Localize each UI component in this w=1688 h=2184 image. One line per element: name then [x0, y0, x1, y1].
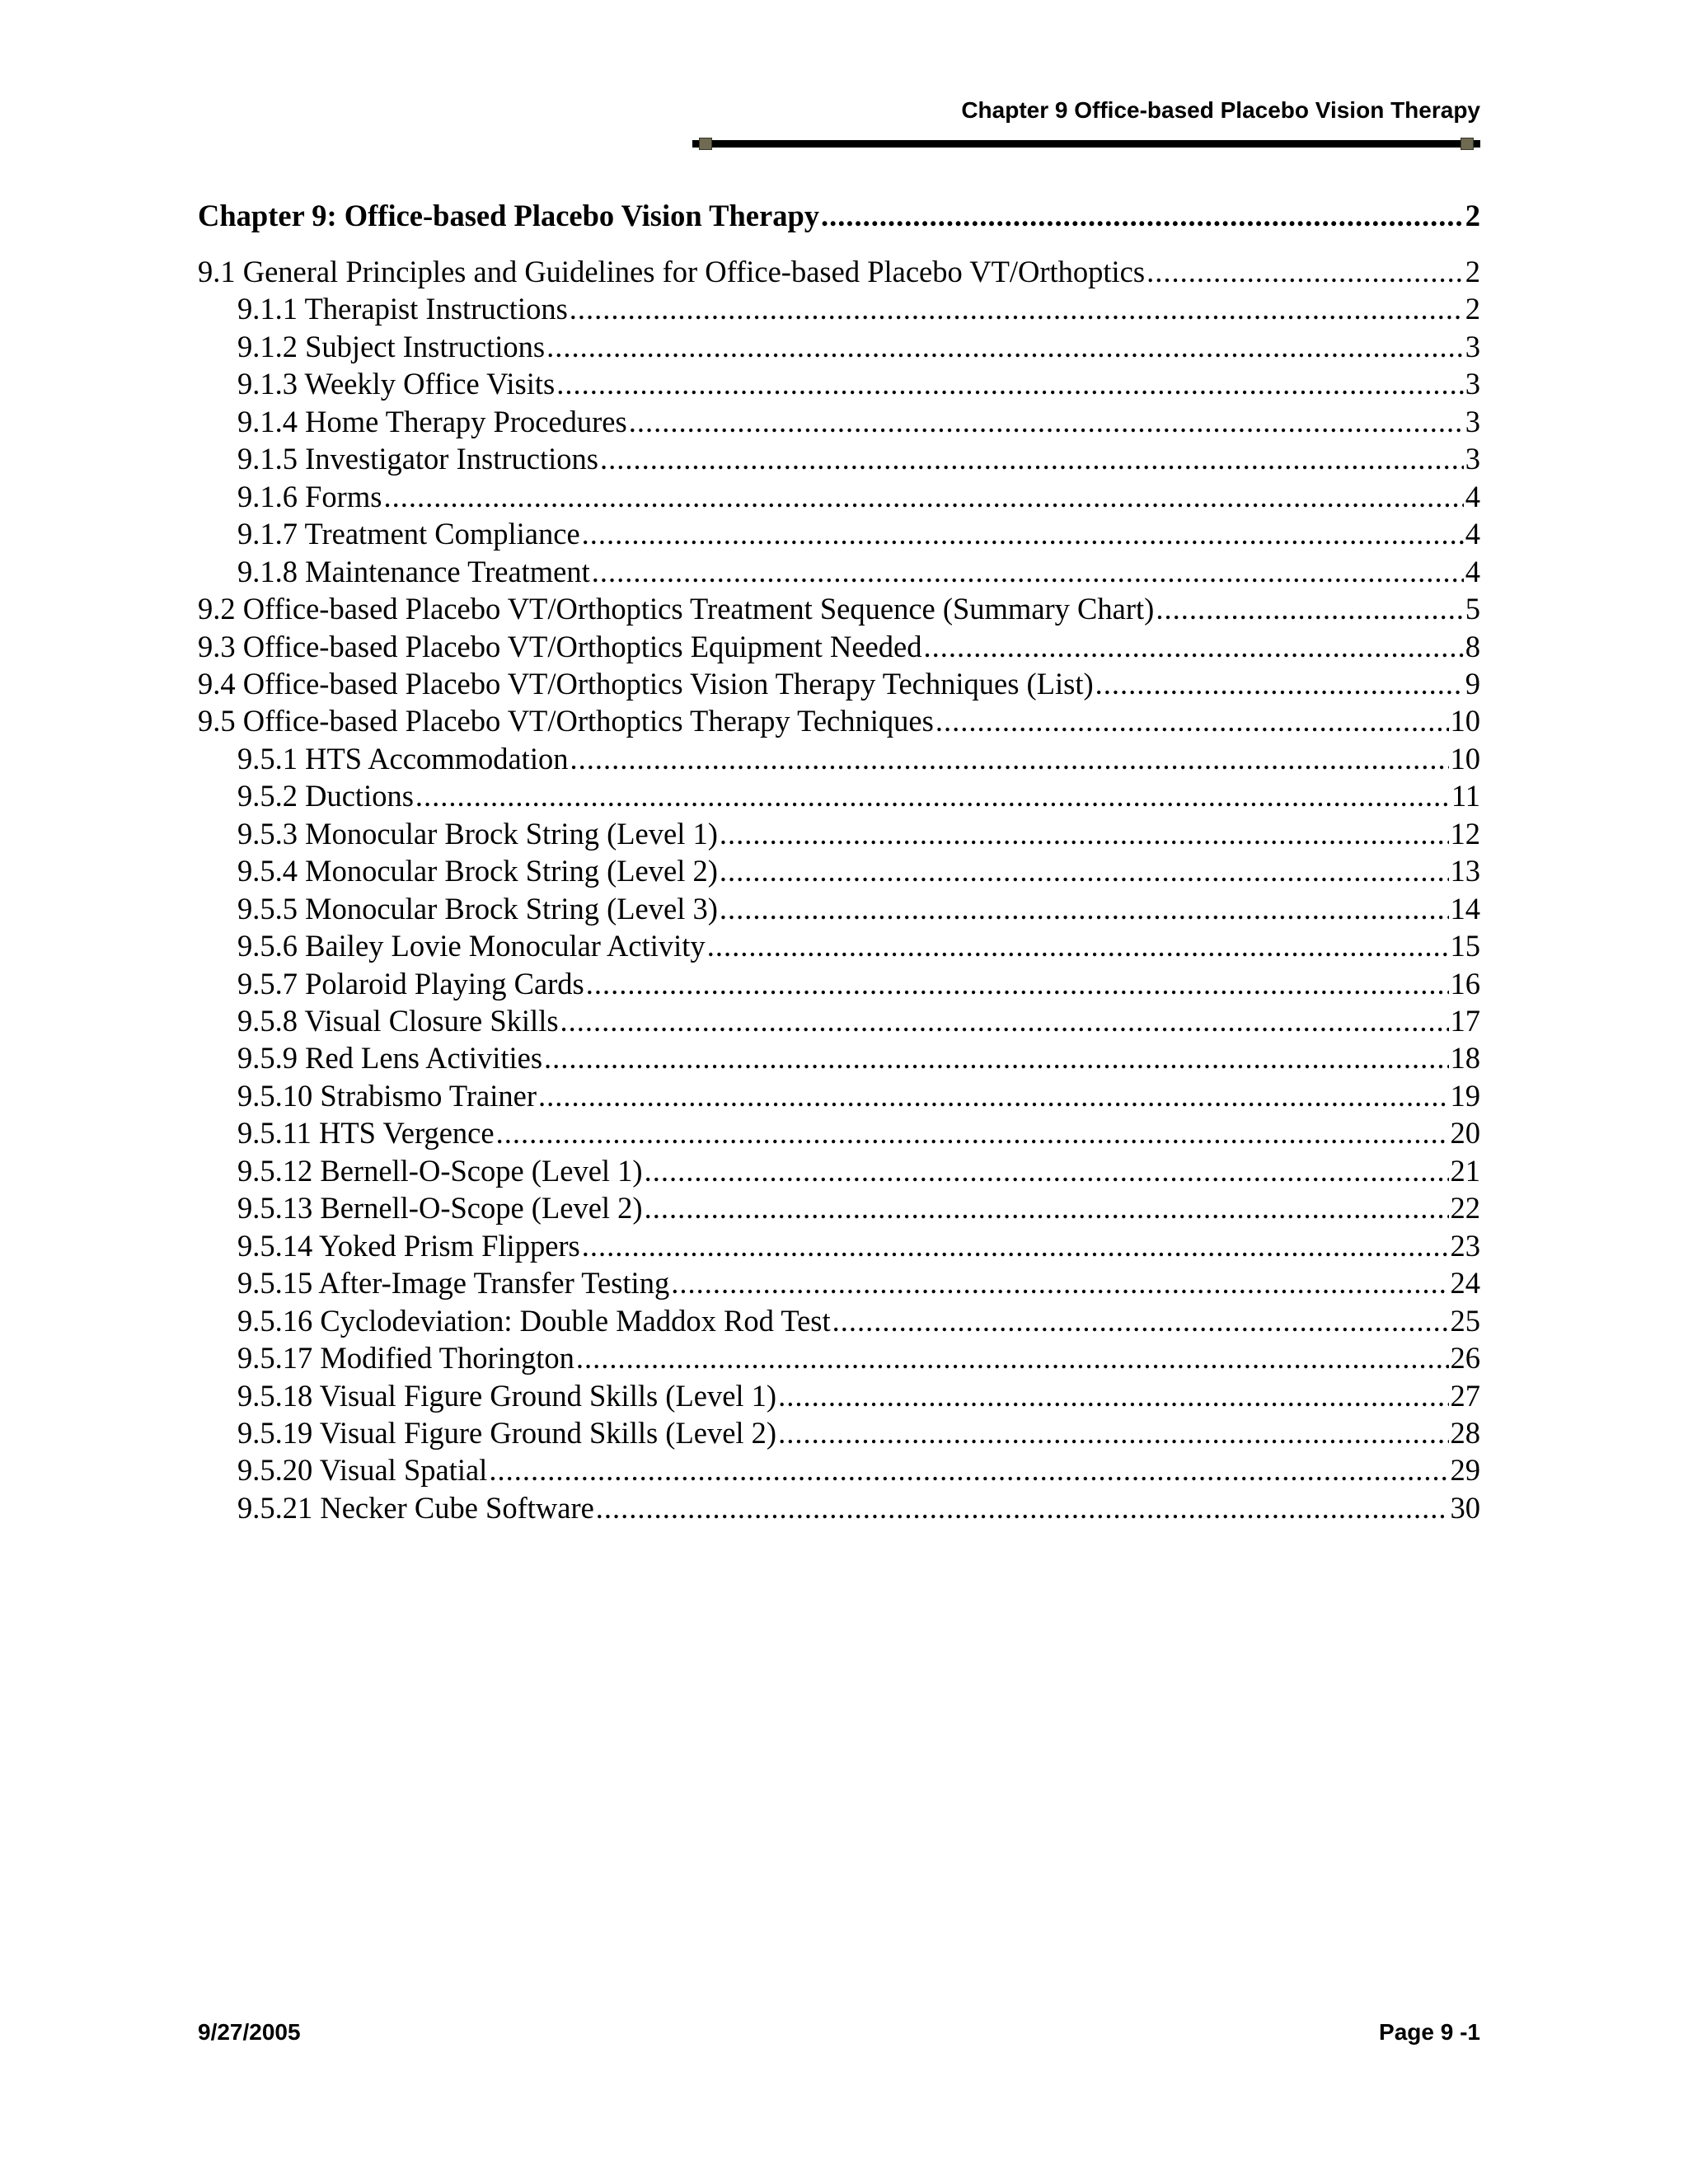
toc-entry-title: 9.1.2 Subject Instructions	[237, 329, 546, 363]
toc-dot-leader	[629, 404, 1464, 440]
header-rule-right-cap	[1461, 138, 1474, 150]
toc-dot-leader	[489, 1452, 1448, 1488]
toc-entry[interactable]	[198, 1378, 1480, 1414]
toc-dot-leader	[556, 366, 1464, 402]
toc-entry-page-number: 22	[1450, 1191, 1480, 1226]
toc-entry[interactable]	[198, 966, 1480, 1002]
toc-entry[interactable]	[198, 1115, 1480, 1151]
toc-entry-page-number: 21	[1450, 1153, 1480, 1188]
toc-entry-title: 9.5.16 Cyclodeviation: Double Maddox Rod Test	[237, 1303, 831, 1338]
toc-entry-title: 9.1.6 Forms	[237, 479, 382, 513]
toc-entry-title: 9.4 Office-based Placebo VT/Orthoptics Vision Therapy Techniques (List)	[198, 666, 1094, 701]
toc-entry-page-number: 29	[1450, 1453, 1480, 1488]
toc-dot-leader	[1156, 591, 1463, 627]
toc-entry-title: 9.5.2 Ductions	[237, 779, 414, 813]
toc-chapter-entry[interactable]	[198, 198, 1480, 234]
toc-dot-leader	[582, 516, 1464, 552]
toc-entry[interactable]	[198, 479, 1480, 515]
toc-dot-leader	[546, 329, 1464, 365]
toc-entry[interactable]	[198, 1490, 1480, 1526]
toc-entry-page-number: 2	[1465, 199, 1480, 232]
toc-dot-leader	[576, 1340, 1449, 1376]
toc-entry-page-number: 19	[1450, 1078, 1480, 1113]
toc-entry-title: 9.5.5 Monocular Brock String (Level 3)	[237, 891, 718, 926]
toc-dot-leader	[582, 1228, 1449, 1264]
toc-entry-title: 9.5.8 Visual Closure Skills	[237, 1004, 559, 1038]
toc-entry[interactable]	[198, 591, 1480, 627]
toc-entry[interactable]	[198, 1340, 1480, 1376]
toc-dot-leader	[544, 1040, 1448, 1076]
toc-entry-title: 9.5.11 HTS Vergence	[237, 1116, 495, 1151]
toc-entry-title: 9.1 General Principles and Guidelines for Office-based Placebo VT/Orthoptics	[198, 255, 1146, 288]
toc-dot-leader	[778, 1415, 1448, 1451]
toc-entry-title: 9.1.8 Maintenance Treatment	[237, 554, 590, 588]
toc-entry[interactable]	[198, 441, 1480, 477]
toc-entry-page-number: 11	[1451, 779, 1480, 813]
toc-dot-leader	[821, 198, 1464, 234]
toc-dot-leader	[720, 891, 1449, 927]
toc-dot-leader	[832, 1303, 1449, 1339]
toc-entry[interactable]	[198, 254, 1480, 290]
header-rule	[692, 138, 1480, 150]
toc-dot-leader	[923, 629, 1463, 665]
toc-entry[interactable]	[198, 291, 1480, 327]
toc-entry-title: 9.3 Office-based Placebo VT/Orthoptics Equipment Needed	[198, 629, 922, 663]
toc-entry-title: 9.1.7 Treatment Compliance	[237, 517, 580, 551]
header-rule-bar	[692, 140, 1480, 148]
toc-entry-page-number: 3	[1465, 329, 1480, 363]
toc-dot-leader	[560, 1003, 1449, 1039]
toc-entry-title: 9.5.19 Visual Figure Ground Skills (Level 2)	[237, 1415, 777, 1450]
toc-dot-leader	[496, 1115, 1449, 1151]
toc-entry[interactable]	[198, 1003, 1480, 1039]
toc-dot-leader	[1095, 666, 1464, 702]
toc-entry[interactable]	[198, 404, 1480, 440]
toc-dot-leader	[778, 1378, 1448, 1414]
toc-entry-page-number: 3	[1465, 367, 1480, 401]
toc-entry[interactable]	[198, 366, 1480, 402]
toc-entry[interactable]	[198, 1153, 1480, 1189]
toc-entry-title: 9.5.1 HTS Accommodation	[237, 741, 569, 776]
toc-entry[interactable]	[198, 1078, 1480, 1114]
toc-entry-page-number: 23	[1450, 1228, 1480, 1263]
toc-entry-page-number: 2	[1465, 292, 1480, 326]
toc-entry-title: 9.5.7 Polaroid Playing Cards	[237, 966, 584, 1001]
toc-entry-page-number: 27	[1450, 1378, 1480, 1413]
toc-entry-title: 9.5.15 After-Image Transfer Testing	[237, 1266, 670, 1301]
header-rule-left-cap	[699, 138, 712, 150]
toc-dot-leader	[671, 1265, 1448, 1301]
toc-entry-page-number: 12	[1450, 816, 1480, 851]
toc-entry-page-number: 4	[1465, 479, 1480, 513]
toc-entry-page-number: 2	[1465, 255, 1480, 288]
toc-entry-page-number: 8	[1465, 629, 1480, 663]
toc-entry-page-number: 4	[1465, 554, 1480, 588]
toc-entry[interactable]	[198, 666, 1480, 702]
toc-dot-leader	[383, 479, 1463, 515]
toc-dot-leader	[935, 703, 1449, 739]
toc-entry-page-number: 3	[1465, 404, 1480, 438]
toc-entry[interactable]	[198, 778, 1480, 814]
toc-entry-page-number: 18	[1450, 1041, 1480, 1076]
toc-entry-title: 9.1.5 Investigator Instructions	[237, 442, 598, 476]
toc-entry-title: 9.5.3 Monocular Brock String (Level 1)	[237, 816, 718, 851]
toc-entry-title: 9.5.9 Red Lens Activities	[237, 1041, 543, 1076]
toc-entry[interactable]	[198, 554, 1480, 590]
footer-date: 9/27/2005	[198, 2019, 301, 2045]
toc-entry-page-number: 25	[1450, 1303, 1480, 1338]
toc-entry-page-number: 15	[1450, 929, 1480, 963]
toc-entry-page-number: 26	[1450, 1341, 1480, 1376]
toc-entry-title: 9.5.14 Yoked Prism Flippers	[237, 1228, 580, 1263]
toc-entry-page-number: 17	[1450, 1004, 1480, 1038]
toc-entry-page-number: 3	[1465, 442, 1480, 476]
toc-entry-title: 9.5.20 Visual Spatial	[237, 1453, 488, 1488]
toc-dot-leader	[592, 554, 1464, 590]
toc-entry-title: 9.5.17 Modified Thorington	[237, 1341, 574, 1376]
toc-entry-page-number: 20	[1450, 1116, 1480, 1151]
toc-entry-page-number: 28	[1450, 1415, 1480, 1450]
toc-entry[interactable]	[198, 1415, 1480, 1451]
toc-dot-leader	[586, 966, 1449, 1002]
toc-dot-leader	[645, 1153, 1449, 1189]
toc-dot-leader	[645, 1190, 1449, 1226]
toc-entry[interactable]	[198, 1190, 1480, 1226]
toc-entry-title: 9.5.21 Necker Cube Software	[237, 1490, 594, 1525]
toc-entry[interactable]	[198, 928, 1480, 964]
toc-entry-page-number: 16	[1450, 966, 1480, 1001]
toc-entry[interactable]	[198, 1040, 1480, 1076]
toc-entry[interactable]	[198, 1303, 1480, 1339]
toc-entry-page-number: 5	[1465, 592, 1480, 626]
toc-entry-page-number: 4	[1465, 517, 1480, 551]
toc-dot-leader	[596, 1490, 1449, 1526]
toc-entry-page-number: 10	[1450, 741, 1480, 776]
toc-dot-leader	[538, 1078, 1449, 1114]
toc-entry[interactable]	[198, 1265, 1480, 1301]
toc-entry-title: 9.5.13 Bernell-O-Scope (Level 2)	[237, 1191, 643, 1226]
toc-entry[interactable]	[198, 516, 1480, 552]
toc-entry[interactable]	[198, 1452, 1480, 1488]
toc-entry-title: 9.5.12 Bernell-O-Scope (Level 1)	[237, 1153, 643, 1188]
toc-dot-leader	[415, 778, 1450, 814]
toc-entry[interactable]	[198, 1228, 1480, 1264]
toc-entry-page-number: 24	[1450, 1266, 1480, 1301]
toc-dot-leader	[600, 441, 1464, 477]
toc-entry-page-number: 14	[1450, 891, 1480, 926]
toc-entry-title: 9.1.4 Home Therapy Procedures	[237, 404, 627, 438]
toc-dot-leader	[570, 741, 1448, 777]
toc-entry[interactable]	[198, 629, 1480, 665]
toc-entry-title: 9.5.6 Bailey Lovie Monocular Activity	[237, 929, 706, 963]
toc-entry-page-number: 9	[1465, 666, 1480, 701]
toc-entry-page-number: 30	[1450, 1490, 1480, 1525]
toc-entry-page-number: 10	[1450, 704, 1480, 738]
toc-entry-title: 9.5.10 Strabismo Trainer	[237, 1078, 537, 1113]
running-header-title: Chapter 9 Office-based Placebo Vision Therapy	[961, 97, 1480, 123]
toc-entry-title: 9.1.3 Weekly Office Visits	[237, 367, 556, 401]
toc-entry[interactable]	[198, 741, 1480, 777]
toc-entry-page-number: 13	[1450, 854, 1480, 888]
toc-entry-title: 9.5.4 Monocular Brock String (Level 2)	[237, 854, 718, 888]
toc-entry[interactable]	[198, 703, 1480, 739]
footer-page-number: Page 9 -1	[1379, 2019, 1480, 2045]
toc-entry[interactable]	[198, 853, 1480, 889]
toc-dot-leader	[707, 928, 1449, 964]
toc-entry-title: 9.2 Office-based Placebo VT/Orthoptics Treatment Sequence (Summary Chart)	[198, 592, 1155, 626]
toc-dot-leader	[1146, 254, 1464, 290]
toc-entry-title: 9.5.18 Visual Figure Ground Skills (Level 1)	[237, 1378, 777, 1413]
toc-dot-leader	[570, 291, 1464, 327]
toc-entry[interactable]	[198, 329, 1480, 365]
toc-entry-title: 9.5 Office-based Placebo VT/Orthoptics Therapy Techniques	[198, 704, 934, 738]
toc-entry[interactable]	[198, 816, 1480, 852]
toc-dot-leader	[720, 816, 1449, 852]
toc-entry[interactable]	[198, 891, 1480, 927]
toc-entry-title: 9.1.1 Therapist Instructions	[237, 292, 568, 326]
toc-entry-title: Chapter 9: Office-based Placebo Vision Therapy	[198, 199, 819, 232]
toc-dot-leader	[720, 853, 1449, 889]
